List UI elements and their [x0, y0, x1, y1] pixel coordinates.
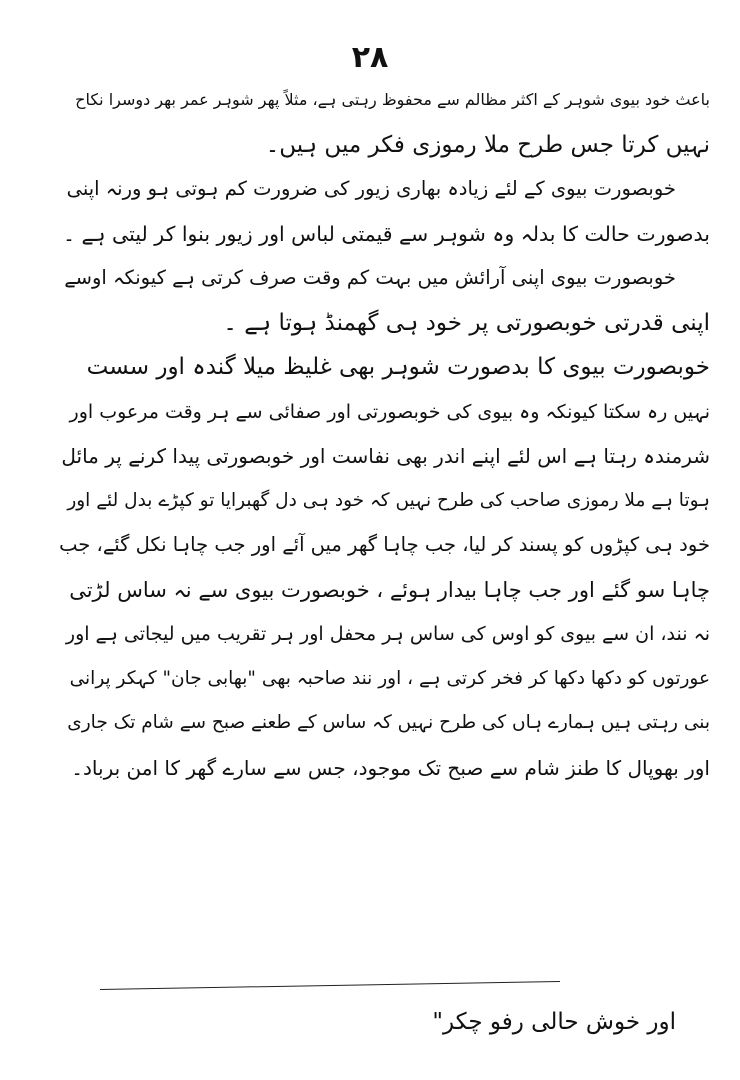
text-line-13: نہ نند، ان سے بیوی کو اوس کی ساس ہر محفل اور ہر تقریب میں لیجاتی ہے اور [65, 623, 710, 645]
text-line-11: خود ہی کپڑوں کو پسند کر لیا، جب چاہا گھر میں آئے اور جب چاہا نکل گئے، جب [59, 533, 710, 556]
text-line-12: چاہا سو گئے اور جب چاہا بیدار ہوئے ، خوبصورت بیوی سے نہ ساس لڑتی [69, 577, 710, 602]
text-line-6: اپنی قدرتی خوبصورتی پر خود ہی گھمنڈ ہوتا ہے ۔ [223, 309, 710, 336]
text-line-15: بنی رہتی ہیں ہمارے ہاں کی طرح نہیں کہ ساس کے طعنے صبح سے شام تک جاری [67, 712, 710, 733]
text-line-10: ہوتا ہے ملا رموزی صاحب کی طرح نہیں کہ خود ہی دل گھبرایا تو کپڑے بدل لئے اور [67, 489, 710, 511]
text-line-9: شرمندہ رہتا ہے اس لئے اپنے اندر بھی نفاست اور خوبصورتی پیدا کرنے پر مائل [61, 444, 710, 468]
closing-line: اور خوش حالی رفو چکر" [432, 1009, 676, 1035]
divider-rule [100, 981, 560, 990]
text-line-14: عورتوں کو دکھا دکھا کر فخر کرتی ہے ، اور نند صاحبہ بھی "بھابی جان" کہکر پرانی [69, 667, 710, 689]
text-line-3: خوبصورت بیوی کے لئے زیادہ بھاری زیور کی ضرورت کم ہوتی ہو ورنہ اپنی [66, 177, 676, 200]
text-line-7: خوبصورت بیوی کا بدصورت شوہر بھی غلیظ میلا گندہ اور سست [86, 354, 710, 380]
text-line-2: نہیں کرتا جس طرح ملا رموزی فکر میں ہیں۔ [265, 131, 710, 158]
text-line-4: بدصورت حالت کا بدلہ وہ شوہر سے قیمتی لباس اور زیور بنوا کر لیتی ہے ۔ [62, 221, 710, 246]
text-line-1: باعث خود بیوی شوہر کے اکثر مظالم سے محفوظ رہتی ہے، مثلاً پھر شوہر عمر بھر دوسرا نکاح [75, 90, 710, 109]
text-line-5: خوبصورت بیوی اپنی آرائش میں بہت کم وقت صرف کرتی ہے کیونکہ اوسے [64, 266, 676, 289]
text-line-16: اور بھوپال کا طنز شام سے صبح تک موجود، جس سے سارے گھر کا امن برباد۔ [71, 755, 710, 780]
text-line-8: نہیں رہ سکتا کیونکہ وہ بیوی کی خوبصورتی اور صفائی سے ہر وقت مرعوب اور [69, 400, 710, 423]
body-text [60, 78, 710, 790]
page-number: ۲۸ [351, 40, 389, 75]
